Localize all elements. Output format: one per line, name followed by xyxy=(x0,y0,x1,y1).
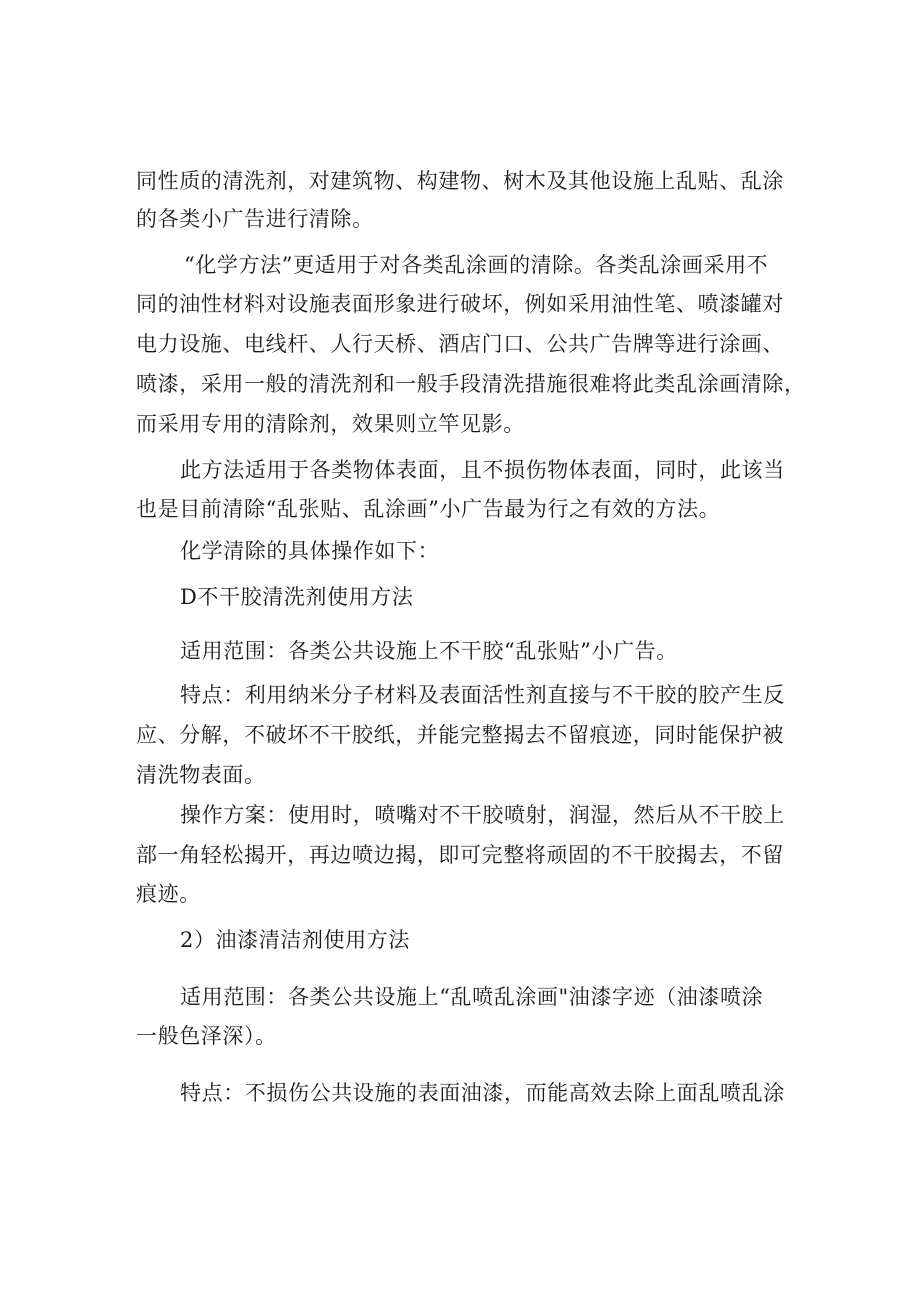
section-2-features-line-1: 特点：不损伤公共设施的表面油漆，而能高效去除上面乱喷乱涂 xyxy=(180,1081,785,1105)
section-1-features-line-3: 清洗物表面。 xyxy=(136,763,266,787)
paragraph-3-line-2: 也是目前清除“乱张贴、乱涂画”小广告最为行之有效的方法。 xyxy=(136,497,721,521)
paragraph-2-line-4: 喷漆，采用一般的清洗剂和一般手段清洗措施很难将此类乱涂画清除， xyxy=(136,372,806,396)
paragraph-2-line-2: 同的油性材料对设施表面形象进行破坏，例如采用油性笔、喷漆罐对 xyxy=(136,292,784,316)
section-1-features-line-2: 应、分解，不破坏不干胶纸，并能完整揭去不留痕迹，同时能保护被 xyxy=(136,723,784,747)
section-1-operation-line-3: 痕迹。 xyxy=(136,882,201,906)
paragraph-2-line-5: 而采用专用的清除剂，效果则立竿见影。 xyxy=(136,412,525,436)
paragraph-4: 化学清除的具体操作如下： xyxy=(180,539,440,563)
paragraph-2-line-1: “化学方法”更适用于对各类乱涂画的清除。各类乱涂画采用不 xyxy=(184,253,769,277)
section-1-features-line-1: 特点：利用纳米分子材料及表面活性剂直接与不干胶的胶产生反 xyxy=(180,683,785,707)
paragraph-1-line-1: 同性质的清洗剂，对建筑物、构建物、树木及其他设施上乱贴、乱涂 xyxy=(136,169,784,193)
paragraph-3-line-1: 此方法适用于各类物体表面，且不损伤物体表面，同时，此该当 xyxy=(180,458,785,482)
section-2-scope-line-2: 一般色泽深）。 xyxy=(136,1024,277,1048)
section-2-scope-line-1: 适用范围：各类公共设施上“乱喷乱涂画"油漆字迹（油漆喷涂 xyxy=(180,985,764,1009)
section-1-operation-line-1: 操作方案：使用时，喷嘴对不干胶喷射，润湿，然后从不干胶上 xyxy=(180,803,785,827)
section-2-heading: 2）油漆清洁剂使用方法 xyxy=(180,928,410,952)
paragraph-2-line-3: 电力设施、电线杆、人行天桥、酒店门口、公共广告牌等进行涂画、 xyxy=(136,332,784,356)
paragraph-1-line-2: 的各类小广告进行清除。 xyxy=(136,207,374,231)
section-1-operation-line-2: 部一角轻松揭开，再边喷边揭，即可完整将顽固的不干胶揭去，不留 xyxy=(136,843,784,867)
section-1-scope: 适用范围：各类公共设施上不干胶“乱张贴”小广告。 xyxy=(180,639,678,663)
section-1-heading: D不干胶清洗剂使用方法 xyxy=(180,585,414,609)
